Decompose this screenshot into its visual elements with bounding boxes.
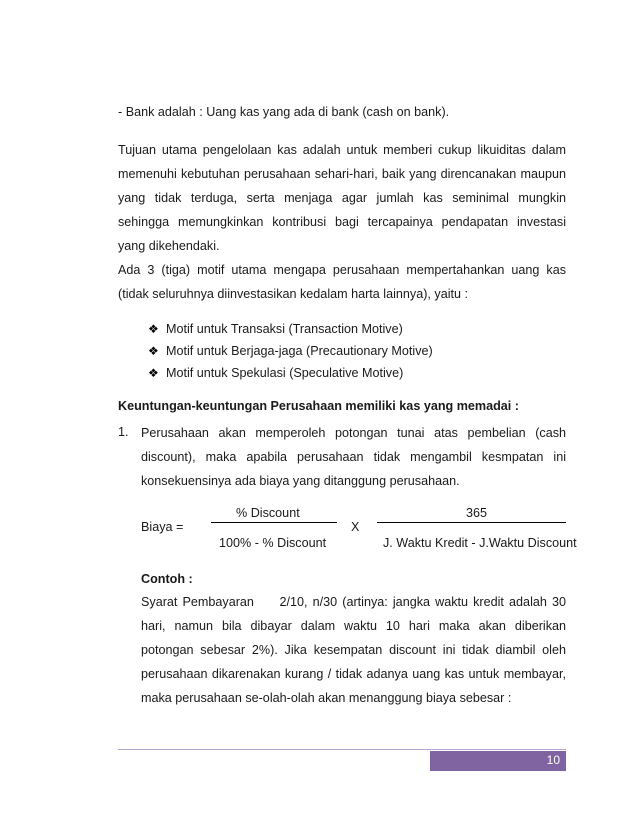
section-heading: Keuntungan-keuntungan Perusahaan memiliki kas yang memadai :: [118, 399, 520, 413]
paragraph-line: memenuhi kebutuhan perusahaan sehari-hari, baik yang direncanakan maupun: [118, 167, 566, 181]
paragraph-line: hari, namun bila dibayar dalam waktu 10 hari maka akan diberikan: [141, 619, 566, 633]
formula-lhs: Biaya =: [141, 520, 184, 534]
paragraph-line: konsekuensinya ada biaya yang ditanggung perusahaan.: [141, 474, 460, 488]
list-item: [148, 318, 433, 340]
page-number-box: [430, 751, 566, 771]
formula-multiply-sign: X: [351, 520, 360, 534]
motive-text: Motif untuk Transaksi (Transaction Motive): [166, 322, 403, 336]
diamond-bullet-icon: ❖: [148, 366, 159, 380]
page-number: 10: [546, 753, 560, 767]
diamond-bullet-icon: ❖: [148, 322, 159, 336]
formula-denominator-days: J. Waktu Kredit - J.Waktu Discount: [383, 536, 577, 550]
example-text: [141, 590, 566, 710]
paragraph-line: discount), maka apabila perusahaan tidak mengambil kesmpatan ini: [141, 450, 566, 464]
paragraph-line: Tujuan utama pengelolaan kas adalah untuk memberi cukup likuiditas dalam: [118, 143, 566, 157]
paragraph-line: potongan sebesar 2%). Jika kesempatan discount ini tidak diambil oleh: [141, 643, 566, 657]
fraction-bar: [377, 522, 566, 523]
paragraph-line: yang dikehendaki.: [118, 239, 220, 253]
paragraph-line: sehingga memungkinkan kontribusi bagi tercapainya pendapatan investasi: [118, 215, 566, 229]
paragraph-cash-management-purpose: [118, 138, 566, 258]
paragraph-line: Syarat Pembayaran 2/10, n/30 (artinya: jangka waktu kredit adalah 30: [141, 595, 566, 609]
list-number: 1.: [118, 425, 129, 439]
paragraph-line: yang tidak terduga, serta menjaga agar jumlah kas seminimal mungkin: [118, 191, 566, 205]
bank-definition: - Bank adalah : Uang kas yang ada di bank (cash on bank).: [118, 105, 450, 119]
example-label: Contoh :: [141, 572, 193, 586]
item1-text: [141, 421, 566, 493]
paragraph-line: Perusahaan akan memperoleh potongan tunai atas pembelian (cash: [141, 426, 566, 440]
formula-numerator-days: 365: [466, 506, 488, 520]
paragraph-line: maka perusahaan se-olah-olah akan menanggung biaya sebesar :: [141, 691, 512, 705]
motives-list: [148, 318, 433, 384]
list-item: [148, 362, 433, 384]
paragraph-line: Ada 3 (tiga) motif utama mengapa perusahaan mempertahankan uang kas: [118, 263, 566, 277]
fraction-bar: [211, 522, 337, 523]
list-item: [148, 340, 433, 362]
paragraph-motives-intro: [118, 258, 566, 306]
paragraph-line: perusahaan dikarenakan kurang / tidak adanya uang kas untuk membayar,: [141, 667, 566, 681]
motive-text: Motif untuk Berjaga-jaga (Precautionary Motive): [166, 344, 433, 358]
paragraph-line: (tidak seluruhnya diinvestasikan kedalam harta lainnya), yaitu :: [118, 287, 469, 301]
formula-denominator-discount: 100% - % Discount: [219, 536, 327, 550]
formula-numerator-discount: % Discount: [236, 506, 300, 520]
footer-divider: [118, 749, 566, 750]
motive-text: Motif untuk Spekulasi (Speculative Motive): [166, 366, 404, 380]
diamond-bullet-icon: ❖: [148, 344, 159, 358]
